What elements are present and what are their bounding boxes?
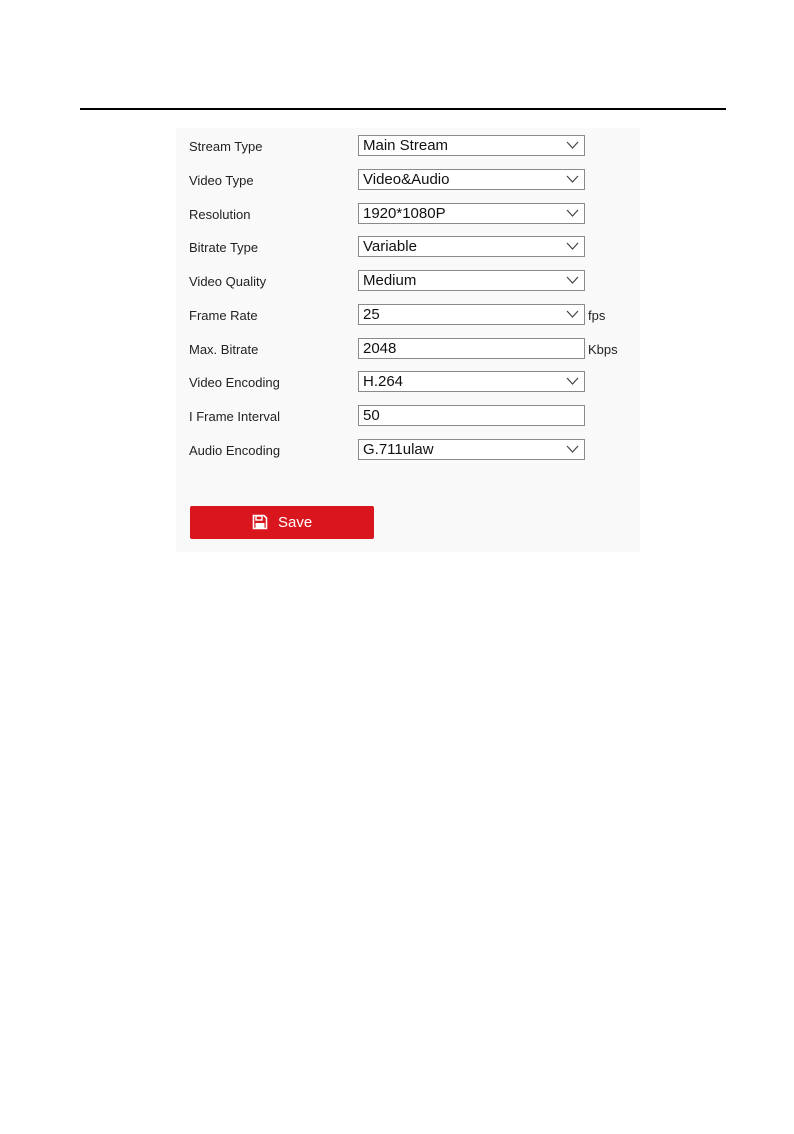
- chevron-down-icon: [566, 209, 579, 218]
- row-stream-type: [176, 135, 640, 159]
- video-type-value: Video&Audio: [363, 171, 450, 188]
- save-button[interactable]: [190, 506, 374, 539]
- frame-rate-select[interactable]: [358, 304, 585, 325]
- video-encoding-value: H.264: [363, 373, 404, 390]
- save-button-label: Save: [278, 514, 313, 531]
- row-frame-rate: [176, 304, 640, 328]
- i-frame-interval-label: I Frame Interval: [189, 409, 281, 424]
- i-frame-interval-value: 50: [363, 407, 380, 424]
- chevron-down-icon: [566, 377, 579, 386]
- chevron-down-icon: [566, 445, 579, 454]
- row-max-bitrate: [176, 338, 640, 362]
- chevron-down-icon: [566, 276, 579, 285]
- audio-encoding-value: G.711ulaw: [363, 441, 434, 458]
- stream-type-label: Stream Type: [189, 139, 263, 154]
- chevron-down-icon: [566, 141, 579, 150]
- frame-rate-label: Frame Rate: [189, 308, 258, 323]
- resolution-label: Resolution: [189, 207, 251, 222]
- frame-rate-unit: fps: [588, 308, 606, 323]
- row-video-type: [176, 169, 640, 193]
- frame-rate-value: 25: [363, 306, 380, 323]
- max-bitrate-unit: Kbps: [588, 342, 618, 357]
- video-type-label: Video Type: [189, 173, 254, 188]
- chevron-down-icon: [566, 175, 579, 184]
- video-type-select[interactable]: [358, 169, 585, 190]
- video-quality-select[interactable]: [358, 270, 585, 291]
- bitrate-type-select[interactable]: [358, 236, 585, 257]
- row-i-frame-interval: [176, 405, 640, 429]
- max-bitrate-input[interactable]: [358, 338, 585, 359]
- audio-encoding-select[interactable]: [358, 439, 585, 460]
- row-video-quality: [176, 270, 640, 294]
- audio-encoding-label: Audio Encoding: [189, 443, 281, 458]
- video-quality-label: Video Quality: [189, 274, 267, 289]
- stream-type-value: Main Stream: [363, 137, 449, 154]
- max-bitrate-label: Max. Bitrate: [189, 342, 259, 357]
- video-quality-value: Medium: [363, 272, 417, 289]
- stream-type-select[interactable]: [358, 135, 585, 156]
- video-settings-panel: [176, 128, 640, 552]
- video-encoding-label: Video Encoding: [189, 375, 280, 390]
- bitrate-type-value: Variable: [363, 238, 417, 255]
- row-bitrate-type: [176, 236, 640, 260]
- max-bitrate-value: 2048: [363, 340, 397, 357]
- save-icon: [252, 514, 268, 530]
- chevron-down-icon: [566, 310, 579, 319]
- resolution-select[interactable]: [358, 203, 585, 224]
- i-frame-interval-input[interactable]: [358, 405, 585, 426]
- bitrate-type-label: Bitrate Type: [189, 240, 259, 255]
- row-resolution: [176, 203, 640, 227]
- resolution-value: 1920*1080P: [363, 205, 446, 222]
- row-audio-encoding: [176, 439, 640, 463]
- page-header-rule: [80, 108, 726, 110]
- chevron-down-icon: [566, 242, 579, 251]
- row-video-encoding: [176, 371, 640, 395]
- video-encoding-select[interactable]: [358, 371, 585, 392]
